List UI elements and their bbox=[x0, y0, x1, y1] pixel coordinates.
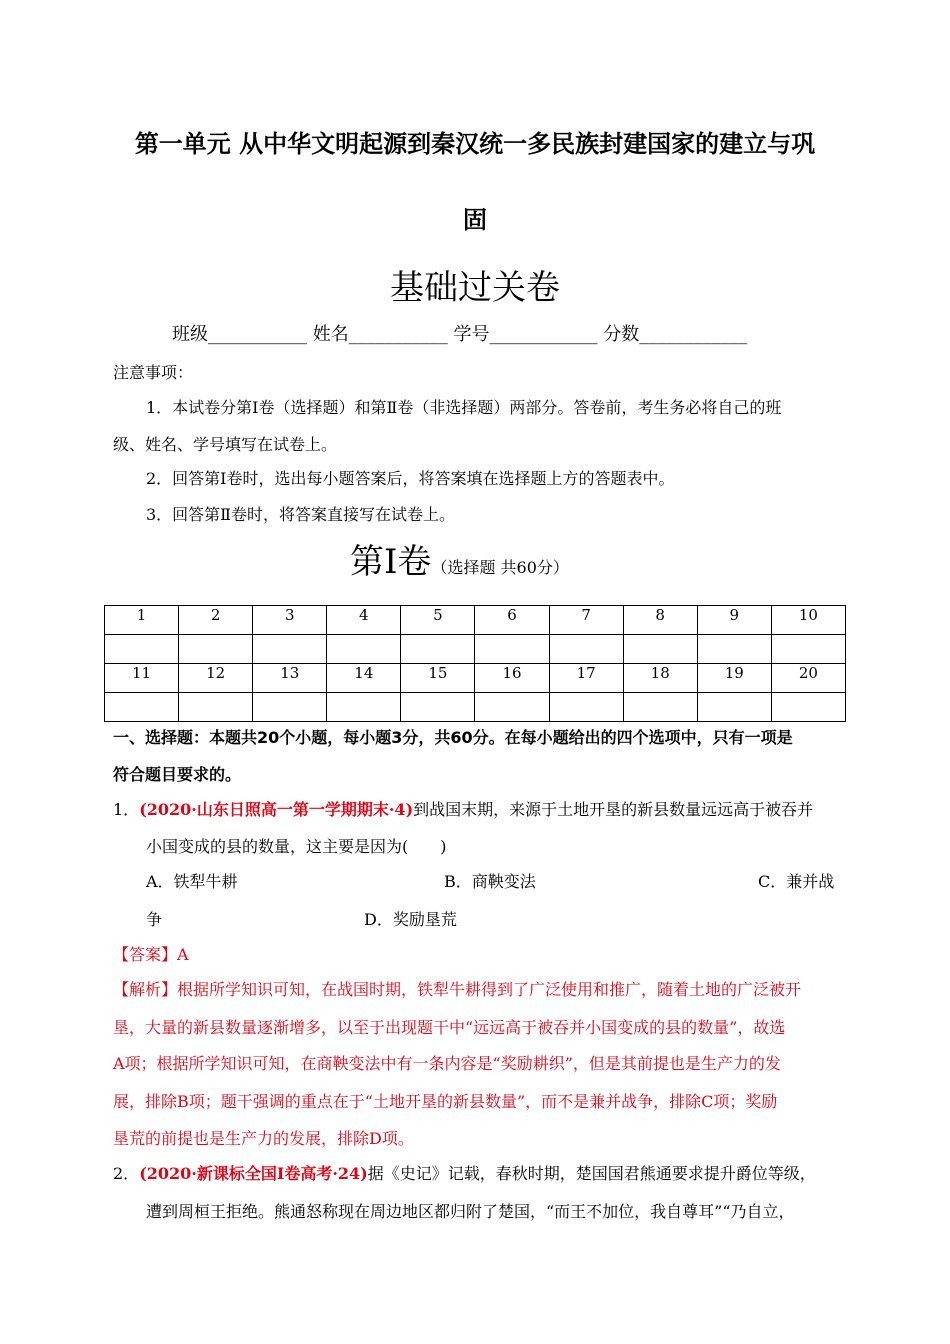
question-number-cell: 4 bbox=[327, 606, 401, 635]
section-heading: 一、选择题：本题共20个小题，每小题3分，共60分。在每小题给出的四个选项中，只有一项是 bbox=[113, 728, 793, 747]
answer-cell[interactable] bbox=[549, 635, 623, 664]
question-number-cell: 11 bbox=[105, 664, 179, 693]
part-subtitle: （选择题 共60分） bbox=[431, 558, 569, 577]
question-number-cell: 19 bbox=[697, 664, 771, 693]
question-number-cell: 17 bbox=[549, 664, 623, 693]
notes-heading: 注意事项： bbox=[113, 363, 194, 382]
answer-cell[interactable] bbox=[105, 693, 179, 722]
answer-cell[interactable] bbox=[105, 635, 179, 664]
question-number-cell: 6 bbox=[475, 606, 549, 635]
answer-cell[interactable] bbox=[179, 693, 253, 722]
question-2-line2: 遭到周桓王拒绝。熊通怒称现在周边地区都归附了楚国，“而王不加位，我自尊耳”“乃自立， bbox=[146, 1202, 795, 1221]
question-number-cell: 8 bbox=[623, 606, 697, 635]
answer-cell[interactable] bbox=[549, 693, 623, 722]
question-number-cell: 12 bbox=[179, 664, 253, 693]
question-number-cell: 2 bbox=[179, 606, 253, 635]
question-number-cell: 5 bbox=[401, 606, 475, 635]
question-stem: 到战国末期，来源于土地开垦的新县数量远远高于被吞并 bbox=[413, 800, 814, 819]
answer-cell[interactable] bbox=[253, 693, 327, 722]
analysis-line: 【解析】根据所学知识可知，在战国时期，铁犁牛耕得到了广泛使用和推广，随着土地的广泛被开 bbox=[113, 980, 802, 999]
analysis-line: 垦，大量的新县数量逐渐增多，以至于出现题干中“远远高于被吞并小国变成的县的数量”，故选 bbox=[113, 1018, 786, 1037]
question-stem: 据《史记》记载，春秋时期，楚国国君熊通要求提升爵位等级， bbox=[367, 1164, 816, 1183]
question-number-cell: 14 bbox=[327, 664, 401, 693]
answer-cell[interactable] bbox=[179, 635, 253, 664]
question-number-cell: 16 bbox=[475, 664, 549, 693]
answer-cell[interactable] bbox=[623, 635, 697, 664]
note-1: 1．本试卷分第Ⅰ卷（选择题）和第Ⅱ卷（非选择题）两部分。答卷前，考生务必将自己的班 bbox=[146, 398, 782, 417]
note-2: 2．回答第Ⅰ卷时，选出每小题答案后，将答案填在选择题上方的答题表中。 bbox=[146, 469, 675, 488]
answer-cell[interactable] bbox=[475, 635, 549, 664]
field-class: 班级___________ bbox=[172, 324, 307, 345]
note-1-cont: 级、姓名、学号填写在试卷上。 bbox=[113, 435, 338, 454]
doc-title-line1: 第一单元 从中华文明起源到秦汉统一多民族封建国家的建立与巩 bbox=[134, 130, 816, 158]
part-title: 第Ⅰ卷 bbox=[350, 542, 432, 582]
answer-cell[interactable] bbox=[327, 693, 401, 722]
question-1-line1 bbox=[113, 800, 813, 820]
field-id: 学号____________ bbox=[453, 324, 598, 345]
answer-table-answer-row-1 bbox=[105, 635, 846, 664]
answer-cell[interactable] bbox=[697, 693, 771, 722]
answer-table-header-row-1 bbox=[105, 606, 846, 635]
answer-cell[interactable] bbox=[771, 635, 845, 664]
note-3: 3．回答第Ⅱ卷时，将答案直接写在试卷上。 bbox=[146, 505, 456, 524]
question-number-cell: 9 bbox=[697, 606, 771, 635]
part-heading bbox=[350, 542, 569, 588]
answer-cell[interactable] bbox=[401, 693, 475, 722]
option-c-cont: 争 bbox=[146, 910, 163, 929]
analysis-line: A项；根据所学知识可知，在商鞅变法中有一条内容是“奖励耕织”，但是其前提也是生产力的发 bbox=[113, 1054, 781, 1073]
answer-cell[interactable] bbox=[623, 693, 697, 722]
option-b: B．商鞅变法 bbox=[444, 872, 536, 891]
answer-cell[interactable] bbox=[253, 635, 327, 664]
question-number: 2． bbox=[113, 1164, 140, 1183]
field-score: 分数____________ bbox=[603, 324, 748, 345]
option-a: A．铁犁牛耕 bbox=[146, 872, 238, 891]
field-name: 姓名___________ bbox=[312, 324, 448, 345]
answer: 【答案】A bbox=[113, 945, 189, 964]
question-number-cell: 13 bbox=[253, 664, 327, 693]
answer-cell[interactable] bbox=[475, 693, 549, 722]
question-source: (2020·新课标全国Ⅰ卷高考·24) bbox=[139, 1164, 368, 1183]
option-d: D．奖励垦荒 bbox=[364, 910, 457, 929]
question-number-cell: 15 bbox=[401, 664, 475, 693]
question-source: (2020·山东日照高一第一学期期末·4) bbox=[139, 800, 414, 819]
question-2-line1 bbox=[113, 1164, 816, 1184]
question-number-cell: 20 bbox=[771, 664, 845, 693]
answer-cell[interactable] bbox=[401, 635, 475, 664]
answer-table bbox=[104, 605, 846, 722]
doc-subtitle: 基础过关卷 bbox=[390, 268, 560, 308]
answer-cell[interactable] bbox=[697, 635, 771, 664]
doc-title-line2: 固 bbox=[463, 206, 487, 234]
student-info-fields bbox=[172, 325, 747, 345]
question-number-cell: 10 bbox=[771, 606, 845, 635]
question-1-line2: 小国变成的县的数量，这主要是因为( ) bbox=[146, 837, 447, 856]
answer-table-header-row-2 bbox=[105, 664, 846, 693]
question-number: 1． bbox=[113, 800, 140, 819]
question-number-cell: 1 bbox=[105, 606, 179, 635]
question-number-cell: 18 bbox=[623, 664, 697, 693]
question-number-cell: 7 bbox=[549, 606, 623, 635]
option-c: C．兼并战 bbox=[758, 872, 835, 891]
answer-cell[interactable] bbox=[771, 693, 845, 722]
analysis-line: 垦荒的前提也是生产力的发展，排除D项。 bbox=[113, 1129, 414, 1148]
question-number-cell: 3 bbox=[253, 606, 327, 635]
analysis-line: 展，排除B项；题干强调的重点在于“土地开垦的新县数量”，而不是兼并战争，排除C项；奖励 bbox=[113, 1092, 778, 1111]
answer-cell[interactable] bbox=[327, 635, 401, 664]
answer-table-answer-row-2 bbox=[105, 693, 846, 722]
section-heading-cont: 符合题目要求的。 bbox=[113, 765, 242, 784]
